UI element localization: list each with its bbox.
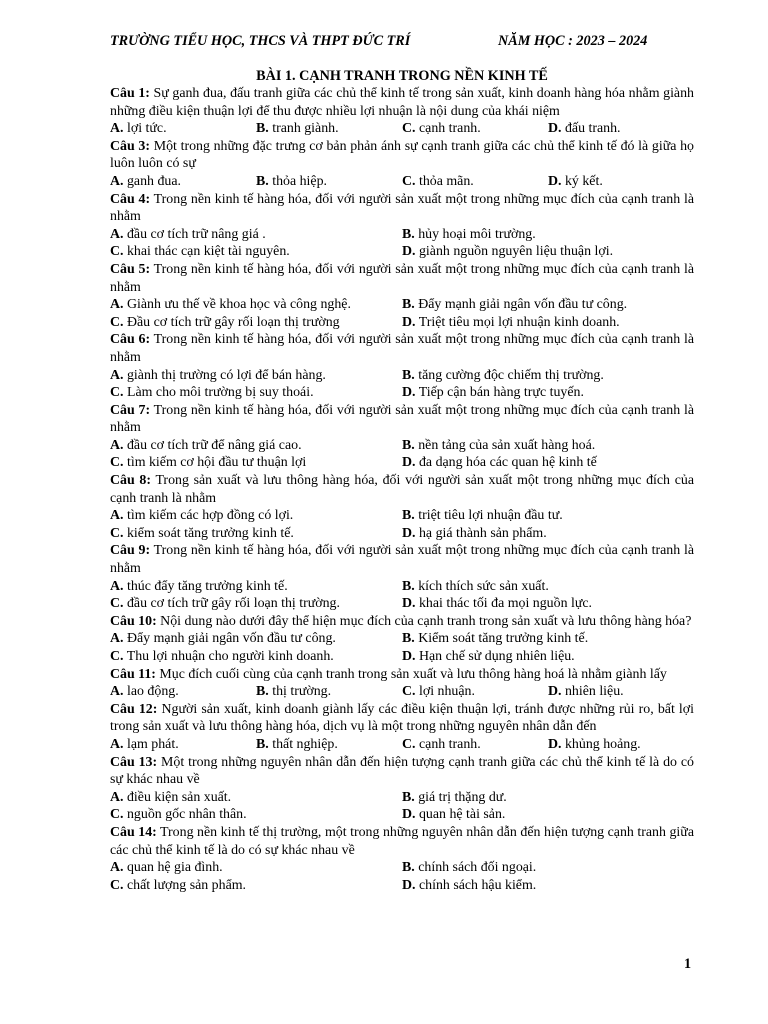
question-text (110, 613, 694, 631)
option-letter: A. (110, 684, 124, 700)
option-letter: D. (402, 877, 416, 893)
answer-option (110, 806, 402, 824)
question-label: Câu 4: (110, 191, 151, 207)
option-text: lợi tức. (123, 121, 167, 137)
option-letter: D. (402, 455, 416, 471)
answer-option (402, 806, 694, 824)
question-label: Câu 13: (110, 754, 158, 770)
answer-option (110, 296, 402, 314)
question-block (110, 613, 694, 666)
answer-option (402, 507, 694, 525)
answer-option (402, 367, 694, 385)
option-letter: D. (548, 736, 562, 752)
option-text: ký kết. (561, 173, 603, 189)
option-text: giành thị trường có lợi để bán hàng. (123, 367, 326, 383)
option-letter: C. (110, 385, 124, 401)
option-letter: C. (402, 736, 416, 752)
option-text: đầu cơ tích trữ gây rối loạn thị trường. (123, 596, 340, 612)
question-block (110, 542, 694, 612)
question-label: Câu 10: (110, 613, 157, 629)
answer-option (110, 578, 402, 596)
option-text: lạm phát. (123, 736, 179, 752)
option-letter: A. (110, 121, 124, 137)
question-text (110, 85, 694, 120)
answer-option (110, 173, 256, 191)
answer-option (402, 296, 694, 314)
question-label: Câu 7: (110, 402, 151, 418)
question-list (110, 85, 694, 894)
option-text: giành nguồn nguyên liệu thuận lợi. (415, 244, 614, 260)
option-letter: D. (548, 121, 562, 137)
question-text (110, 701, 694, 736)
option-letter: B. (256, 121, 269, 137)
option-letter: B. (402, 297, 415, 313)
answer-option (548, 683, 694, 701)
question-text (110, 331, 694, 366)
answer-option (402, 578, 694, 596)
option-text: chính sách đối ngoại. (414, 860, 537, 876)
option-text: quan hệ gia đình. (123, 860, 223, 876)
option-letter: B. (402, 437, 415, 453)
answer-option (402, 243, 694, 261)
option-text: Đẩy mạnh giải ngân vốn đầu tư công. (123, 631, 336, 647)
option-text: khủng hoảng. (561, 736, 641, 752)
option-letter: B. (402, 860, 415, 876)
answer-option (402, 384, 694, 402)
question-label: Câu 14: (110, 824, 157, 840)
answer-options (110, 367, 694, 402)
option-text: Kiểm soát tăng trưởng kinh tế. (414, 631, 589, 647)
option-letter: A. (110, 367, 124, 383)
option-letter: A. (110, 173, 124, 189)
option-text: thất nghiệp. (268, 736, 338, 752)
option-letter: B. (402, 226, 415, 242)
answer-option (548, 120, 694, 138)
question-text (110, 824, 694, 859)
answer-option (256, 736, 402, 754)
option-text: Thu lợi nhuận cho người kinh doanh. (123, 649, 334, 664)
option-letter: B. (256, 684, 269, 700)
answer-option (110, 243, 402, 261)
answer-options (110, 296, 694, 331)
option-letter: B. (402, 508, 415, 524)
question-block (110, 666, 694, 701)
option-text: đấu tranh. (561, 121, 621, 137)
answer-option (402, 437, 694, 455)
option-text: thỏa hiệp. (268, 173, 327, 189)
question-stem: Trong nền kinh tế hàng hóa, đối với người sản xuất một trong những mục đích của cạnh tranh là nhằm (110, 191, 694, 225)
option-text: nhiên liệu. (561, 684, 624, 700)
question-block (110, 138, 694, 191)
option-letter: B. (402, 789, 415, 805)
option-text: Triệt tiêu mọi lợi nhuận kinh doanh. (415, 314, 620, 330)
option-text: Đẩy mạnh giải ngân vốn đầu tư công. (414, 297, 628, 313)
question-text (110, 261, 694, 296)
option-text: đầu cơ tích trữ để nâng giá cao. (123, 437, 302, 453)
answer-option (402, 525, 694, 543)
question-block (110, 261, 694, 331)
option-letter: C. (402, 173, 416, 189)
answer-option (402, 736, 548, 754)
answer-option (110, 736, 256, 754)
option-text: khai thác tối đa mọi nguồn lực. (415, 596, 593, 612)
option-letter: C. (402, 684, 416, 700)
option-text: kích thích sức sản xuất. (414, 578, 549, 594)
option-text: cạnh tranh. (415, 736, 481, 752)
option-text: Đầu cơ tích trữ gây rối loạn thị trường (123, 314, 340, 330)
question-text (110, 542, 694, 577)
option-letter: D. (402, 244, 416, 260)
option-letter: D. (402, 649, 416, 664)
answer-option (110, 314, 402, 332)
option-text: chất lượng sản phẩm. (123, 877, 247, 893)
option-text: tăng cường độc chiếm thị trường. (414, 367, 604, 383)
answer-option (110, 859, 402, 877)
answer-option (110, 226, 402, 244)
answer-option (402, 789, 694, 807)
question-stem: Trong nền kinh tế hàng hóa, đối với người sản xuất một trong những mục đích của cạnh tranh là nhằm (110, 402, 694, 436)
answer-option (110, 437, 402, 455)
question-stem: Sự ganh đua, đấu tranh giữa các chủ thể kinh tế trong sản xuất, kinh doanh hàng hóa nhằm giành những điều kiện thuận lợi để thu được nhiều lợi nhuận là nội dung của khái niệm (110, 86, 694, 119)
option-text: thị trường. (268, 684, 332, 700)
page-header (110, 33, 670, 53)
answer-option (402, 314, 694, 332)
answer-option (110, 648, 402, 666)
question-block (110, 191, 694, 261)
answer-option (256, 120, 402, 138)
option-letter: A. (110, 437, 124, 453)
option-letter: D. (548, 173, 562, 189)
question-label: Câu 1: (110, 86, 150, 101)
school-year: NĂM HỌC : 2023 – 2024 (498, 33, 648, 49)
answer-option (402, 173, 548, 191)
question-label: Câu 12: (110, 701, 158, 717)
option-letter: C. (110, 649, 124, 664)
question-text (110, 754, 694, 789)
answer-option (402, 226, 694, 244)
question-text (110, 472, 694, 507)
answer-option (110, 367, 402, 385)
option-text: hạ giá thành sản phẩm. (415, 525, 547, 541)
question-label: Câu 5: (110, 261, 151, 277)
question-text (110, 138, 694, 173)
option-text: điều kiện sản xuất. (123, 789, 232, 805)
answer-option (110, 630, 402, 648)
option-text: đa dạng hóa các quan hệ kinh tế (415, 455, 597, 471)
answer-option (110, 384, 402, 402)
answer-option (110, 877, 402, 895)
question-text (110, 191, 694, 226)
answer-option (402, 683, 548, 701)
option-letter: C. (110, 877, 124, 893)
option-text: hủy hoại môi trường. (414, 226, 536, 242)
answer-option (402, 120, 548, 138)
option-letter: B. (256, 173, 269, 189)
option-text: triệt tiêu lợi nhuận đầu tư. (414, 508, 563, 524)
answer-options (110, 226, 694, 261)
option-letter: D. (548, 684, 562, 700)
question-block (110, 402, 694, 472)
option-letter: A. (110, 736, 124, 752)
page-number: 1 (684, 956, 692, 972)
option-text: quan hệ tài sản. (415, 807, 506, 823)
option-letter: A. (110, 860, 124, 876)
option-letter: C. (110, 596, 124, 612)
answer-options (110, 507, 694, 542)
option-letter: C. (110, 525, 124, 541)
question-block (110, 85, 694, 138)
option-letter: B. (402, 367, 415, 383)
option-text: kiểm soát tăng trưởng kinh tế. (123, 525, 294, 541)
option-text: tìm kiếm các hợp đồng có lợi. (123, 508, 294, 524)
question-stem: Mục đích cuối cùng của cạnh tranh trong sản xuất và lưu thông hàng hoá là nhằm giành lấy (155, 666, 667, 682)
option-letter: A. (110, 508, 124, 524)
answer-option (110, 525, 402, 543)
option-text: khai thác cạn kiệt tài nguyên. (123, 244, 290, 260)
question-text (110, 402, 694, 437)
option-letter: D. (402, 385, 416, 401)
answer-option (110, 683, 256, 701)
option-text: thúc đẩy tăng trưởng kinh tế. (123, 578, 288, 594)
option-letter: A. (110, 578, 124, 594)
question-stem: Một trong những đặc trưng cơ bản phản ánh sự cạnh tranh giữa các chủ thể kinh tế đó là giữa họ luôn luôn có sự (110, 138, 695, 172)
answer-options (110, 683, 694, 701)
option-letter: D. (402, 314, 416, 330)
answer-option (548, 173, 694, 191)
option-text: tranh giành. (268, 121, 339, 137)
question-stem: Trong nền kinh tế hàng hóa, đối với người sản xuất một trong những mục đích của cạnh tranh là nhằm (110, 543, 694, 577)
answer-option (110, 507, 402, 525)
question-stem: Người sản xuất, kinh doanh giành lấy các điều kiện thuận lợi, tránh được những rủi ro, bất lợi trong sản xuất và lưu thông hàng hóa, dịch vụ là một trong những nguyên nhân dẫn đến (110, 701, 694, 735)
answer-options (110, 736, 694, 754)
answer-option (402, 454, 694, 472)
option-text: lao động. (123, 684, 179, 700)
answer-options (110, 437, 694, 472)
option-letter: C. (110, 314, 124, 330)
question-text (110, 666, 694, 684)
option-letter: B. (256, 736, 269, 752)
answer-options (110, 120, 694, 138)
option-letter: C. (110, 807, 124, 823)
option-letter: A. (110, 226, 124, 242)
option-letter: A. (110, 789, 124, 805)
option-letter: A. (110, 297, 124, 313)
option-text: Tiếp cận bán hàng trực tuyến. (415, 385, 584, 401)
answer-option (402, 648, 694, 666)
question-block (110, 472, 694, 542)
lesson-title: BÀI 1. CẠNH TRANH TRONG NỀN KINH TẾ (256, 68, 548, 84)
option-text: cạnh tranh. (415, 121, 481, 137)
answer-option (402, 877, 694, 895)
option-letter: B. (402, 631, 415, 647)
option-letter: C. (402, 121, 416, 137)
option-text: nền tảng của sản xuất hàng hoá. (414, 437, 596, 453)
question-block (110, 824, 694, 894)
school-name: TRƯỜNG TIỂU HỌC, THCS VÀ THPT ĐỨC TRÍ (110, 33, 411, 49)
answer-option (402, 630, 694, 648)
option-text: Làm cho môi trường bị suy thoái. (123, 385, 314, 401)
question-block (110, 331, 694, 401)
question-stem: Một trong những nguyên nhân dẫn đến hiện tượng cạnh tranh giữa các chủ thể kinh tế là do có sự khác nhau về (110, 754, 694, 788)
question-block (110, 701, 694, 754)
option-letter: C. (110, 455, 124, 471)
question-label: Câu 3: (110, 138, 150, 154)
answer-option (256, 683, 402, 701)
answer-option (402, 595, 694, 613)
question-stem: Nội dung nào dưới đây thể hiện mục đích của cạnh tranh trong sản xuất và lưu thông hàng hóa? (156, 613, 692, 629)
question-label: Câu 11: (110, 666, 156, 682)
answer-option (110, 595, 402, 613)
option-letter: B. (402, 578, 415, 594)
answer-option (548, 736, 694, 754)
option-text: đầu cơ tích trữ nâng giá . (123, 226, 266, 242)
question-stem: Trong sản xuất và lưu thông hàng hóa, đối với người sản xuất một trong những mục đích của cạnh tranh là nhằm (110, 473, 694, 506)
option-text: nguồn gốc nhân thân. (123, 807, 247, 823)
question-label: Câu 9: (110, 543, 151, 559)
answer-option (110, 120, 256, 138)
option-text: chính sách hậu kiểm. (415, 877, 537, 893)
answer-options (110, 173, 694, 191)
option-text: ganh đua. (123, 173, 181, 189)
question-stem: Trong nền kinh tế thị trường, một trong những nguyên nhân dẫn đến hiện tượng cạnh tranh giữa các chủ thể kinh tế là do có sự khác nhau về (110, 824, 694, 858)
answer-options (110, 578, 694, 613)
option-letter: D. (402, 807, 416, 823)
option-text: giá trị thặng dư. (414, 789, 507, 805)
option-text: tìm kiếm cơ hội đầu tư thuận lợi (123, 455, 307, 471)
option-text: lợi nhuận. (415, 684, 475, 700)
question-stem: Trong nền kinh tế hàng hóa, đối với người sản xuất một trong những mục đích của cạnh tranh là nhằm (110, 332, 694, 365)
option-text: thỏa mãn. (415, 173, 474, 189)
option-letter: D. (402, 596, 416, 612)
option-letter: D. (402, 525, 416, 541)
option-letter: C. (110, 244, 124, 260)
option-text: Hạn chế sử dụng nhiên liệu. (415, 649, 575, 664)
answer-option (110, 789, 402, 807)
question-label: Câu 8: (110, 473, 151, 489)
answer-option (402, 859, 694, 877)
option-text: Giành ưu thế về khoa học và công nghệ. (123, 297, 351, 313)
answer-option (110, 454, 402, 472)
answer-options (110, 859, 694, 894)
question-block (110, 754, 694, 824)
answer-option (256, 173, 402, 191)
question-label: Câu 6: (110, 332, 151, 348)
question-stem: Trong nền kinh tế hàng hóa, đối với người sản xuất một trong những mục đích của cạnh tranh là nhằm (110, 261, 694, 295)
answer-options (110, 630, 694, 665)
answer-options (110, 789, 694, 824)
option-letter: A. (110, 631, 124, 647)
